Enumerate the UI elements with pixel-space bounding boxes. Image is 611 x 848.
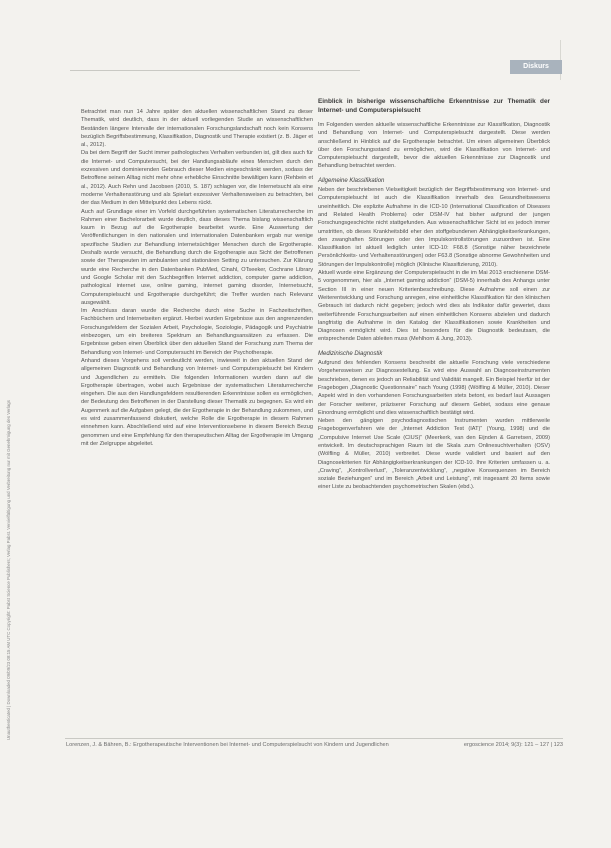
left-paragraph-2: Da bei dem Begriff der Sucht immer pathologisches Verhalten verbunden ist, gilt dies auch für die Internet- und Computersucht, bei der Handlungsabläufe eines Menschen durch den exzessiven und dominierenden Gebrauch dieser Medien eingeschränkt werden, sodass der Betroffene seinen Alltag nicht mehr ohne erhebliche Einschnitte bewältigen kann (Rehbein et al., 2012). Auch Rehn und Jacobsen (2010, S. 187) schlagen vor, die Internetsucht als eine moderne Verhaltensstörung und als Spielart exzessiver Verhaltensweisen zu betrachten, bei der das Medium in den Mittelpunkt des Lebens rückt. [81, 150, 313, 207]
right-column [318, 98, 550, 492]
diagnostics-text: Aufgrund des fehlenden Konsens beschreibt die aktuelle Forschung viele verschiedene Vorgehensweisen zur Diagnosestellung. Es wird eine Auswahl an Diagnoseinstrumenten beschrieben, denen es jedoch an Reliabilität und Validität mangelt. Ein Beispiel hierfür ist der Fragebogen „Diagnostic Questionnaire“ nach Young (1998) (Wölfling & Müller, 2010). Dieser Aspekt wird in den vorhandenen Forschungsarbeiten stets betont, es bedarf laut Aussagen der Forscher weiterer, präziserer Forschung auf diesem Gebiet, sodass eine genaue Einordnung ermöglicht und dies wissenschaftlich bestätigt wird. Neben den gängigen psychodiagnostischen Instrumenten wurden mittlerweile Fragebogenverfahren wie der „Internet Addiction Test (IAT)“ (Young, 1998) und die „Compulsive Internet Use Scale (CIUS)“ (Meerkerk, van den Eijnden & Garretsen, 2009) entwickelt. Im deutschsprachigen Raum ist die Skala zum Onlinesuchtverhalten (OSV) (Wölfling & Müller, 2010) verbreitet. Diese wurde validiert und basiert auf den Diagnosekriterien für Abhängigkeitserkrankungen der ICD-10. Ihre Kriterien umfassen u. a. „Craving“, „Kontrollverlust“, „Toleranzentwicklung“, „negative Konsequenzen im Bereich soziale Beziehungen“ und im Bereich „Arbeit und Leistung“, mit insgesamt 20 Items sowie einer Liste zu beobachtenden psychometrischen Skalen (ebd.). [318, 360, 550, 491]
right-intro: Im Folgenden werden aktuelle wissenschaftliche Erkenntnisse zur Klassifikation, Diagnostik und Behandlung von Internet- und Computerspielsucht dargestellt. Diese werden anschließend in Hinblick auf die Ergotherapie betrachtet. Um einen allgemeinen Überblick über den Forschungsstand zu ermöglichen, wird die Klassifikation von Internet- und Computerspielsucht dargestellt, bevor die aktuellen Erkenntnisse zur Diagnostik und Behandlung betrachtet werden. [318, 122, 550, 170]
copyright-side-note: Unauthenticated | Downloaded 09/09/23 08:15 AM UTC Copyright: Pabst Science Publishers; Verlag Pabst. Vervielfältigung und Verbreitung nur mit Genehmigung des Verlags [6, 400, 11, 740]
footer-page-info: ergoscience 2014; 9(3): 121 – 127 | 123 [463, 742, 563, 748]
classification-text: Neben der beschriebenen Vielseitigkeit bezüglich der Begriffsbestimmung von Internet- und Computerspielsucht ist auch die Klassifikation innerhalb des Gesundheitswesens uneinheitlich. Die explizite Aufnahme in die ICD-10 (International Classification of Diseases and Related Health Problems) oder DSM-IV hat bisher aufgrund der jungen Forschungsgeschichte nicht stattgefunden. Aus wissenschaftlicher Sicht ist es jedoch immer umstritten, ob dieses Krankheitsbild eher den stoffgebundenen Abhängigkeitserkrankungen, den zwanghaften Störungen oder den Impulskontrollstörungen zuzuordnen ist. Eine Klassifikation ist aktuell lediglich unter ICD-10: F68.8 (Sonstige näher bezeichnete Persönlichkeits- und Verhaltensstörungen) oder F63.8 (Sonstige abnorme Gewohnheiten und Störungen der Impulskontrolle) möglich (Klinische Klassifizierung, 2010). Aktuell wurde eine Ergänzung der Computerspielsucht in die im Mai 2013 erschienene DSM-5 vorgenommen, hier als „Internet gaming addiction“ (DSM-5) innerhalb des Anhangs unter Section III in einer neuen Kriterienbeschreibung. Diese Aufnahme soll einen zur Weiterentwicklung und Forschung anregen, eine einheitliche Klassifikation für den klinischen Gebrauch ist dadurch nicht gegeben; jedoch wird dies als Indikator dafür gewertet, dass weiterführende Forschungsarbeiten auf einen einheitlichen Konsens abzielen und dadurch langfristig die Aufnahme in den Katalog der Klassifikationen sowie Krankheiten und Diagnosen ermöglicht wird. Dies ist besonders für die Diagnostik bedeutsam, die entsprechende Daten ableiten muss (Mehlhorn & Jung, 2013). [318, 187, 550, 343]
header-rule [70, 70, 360, 71]
left-paragraph-3: Auch auf Grundlage einer im Vorfeld durchgeführten systematischen Literaturrecherche im Rahmen einer Bachelorarbeit wurde deutlich, dass dieses Thema bislang wissenschaftlich kaum in Bezug auf die Ergotherapie bearbeitet wurde. Eine Auswertung der Veröffentlichungen in den nationalen und internationalen Datenbanken ergab nur wenige spezifische Studien zur Behandlung internetsüchtiger Menschen durch die Ergotherapie. Deshalb wurde versucht, die Behandlung durch die Ergotherapie aus Sicht der Betroffenen sowie der Therapeuten im ambulanten und stationären Setting zu untersuchen. Zur Klärung wurde eine Recherche in den Datenbanken PubMed, Cinahl, OTseeker, Cochrane Library und Google Scholar mit den Suchbegriffen Internet addiction, computer game addiction, pathological internet use, online gaming, internet gaming disorder, Internetsucht, Computerspielsucht und Ergotherapie durchgeführt; die Treffer wurden nach Relevanz ausgewählt. [81, 208, 313, 306]
left-paragraph-5: Anhand dieses Vorgehens soll verdeutlicht werden, inwieweit in den aktuellen Stand der allgemeinen Diagnostik und Behandlung von Internet- und Computerspielsucht bei Kindern und Jugendlichen zu ermitteln. Die folgenden Informationen wurden dann auf die Ergotherapie übertragen, wobei auch Ergebnisse der systematischen Literaturrecherche eingehen. Die aus den Handlungsfeldern resultierenden Erkenntnisse sollen es ermöglichen, der Bedeutung des Betroffenen in der Darstellung dieser Thematik zu begegnen. Es wird ein Augenmerk auf die Aufgaben gelegt, die der Ergotherapie in der Behandlung zukommen, und es wird zusammenfassend diskutiert, welche Rolle die Ergotherapie in diesem Rahmen einnehmen kann. Abschließend wird auf eine Interventionsebene in diesem Bereich Bezug genommen und eine Empfehlung für den therapeutischen Alltag der Ergotherapie im Umgang mit der Zielgruppe abgeleitet. [81, 357, 313, 447]
left-column [81, 108, 313, 448]
section-heading: Einblick in bisherige wissenschaftliche Erkenntnisse zur Thematik der Internet- und Computerspielsucht [318, 98, 550, 114]
section-tab: Diskurs [510, 60, 562, 74]
subheading-diagnostics: Medizinische Diagnostik [318, 350, 383, 357]
footer-rule [65, 738, 563, 739]
subheading-classification: Allgemeine Klassifikation [318, 177, 385, 184]
left-paragraph-1: Betrachtet man nun 14 Jahre später den aktuellen wissenschaftlichen Stand zu dieser Thematik, wird deutlich, dass in der aktuell vorliegenden Studie an wissenschaftlichen Beständen längere Intervalle der internationalen Forschungslandschaft noch kein Konsens bezüglich Begriffsbestimmung, Klassifikation, Diagnostik und Therapie existiert (z. B. Jäger et al., 2012). [81, 109, 313, 149]
left-paragraph-4: Im Anschluss daran wurde die Recherche durch eine Suche in Fachzeitschriften, Fachbüchern und Internetseiten ergänzt. Hierbei wurden Ergebnisse aus den angrenzenden Forschungsfeldern der Sozialen Arbeit, Psychologie, Soziologie, Pädagogik und Psychiatrie einbezogen, um ein breiteres Spektrum an Behandlungsansätzen zu erfassen. Die Ergebnisse geben einen Überblick über den aktuellen Stand der Forschung zum Thema der Behandlung von Internet- und Computersucht im Bereich der Psychotherapie. [81, 308, 313, 356]
footer-citation: Lorenzen, J. & Bähren, B.: Ergotherapeutische Interventionen bei Internet- und Computerspielsucht von Kindern und Jugendlichen [66, 742, 389, 748]
